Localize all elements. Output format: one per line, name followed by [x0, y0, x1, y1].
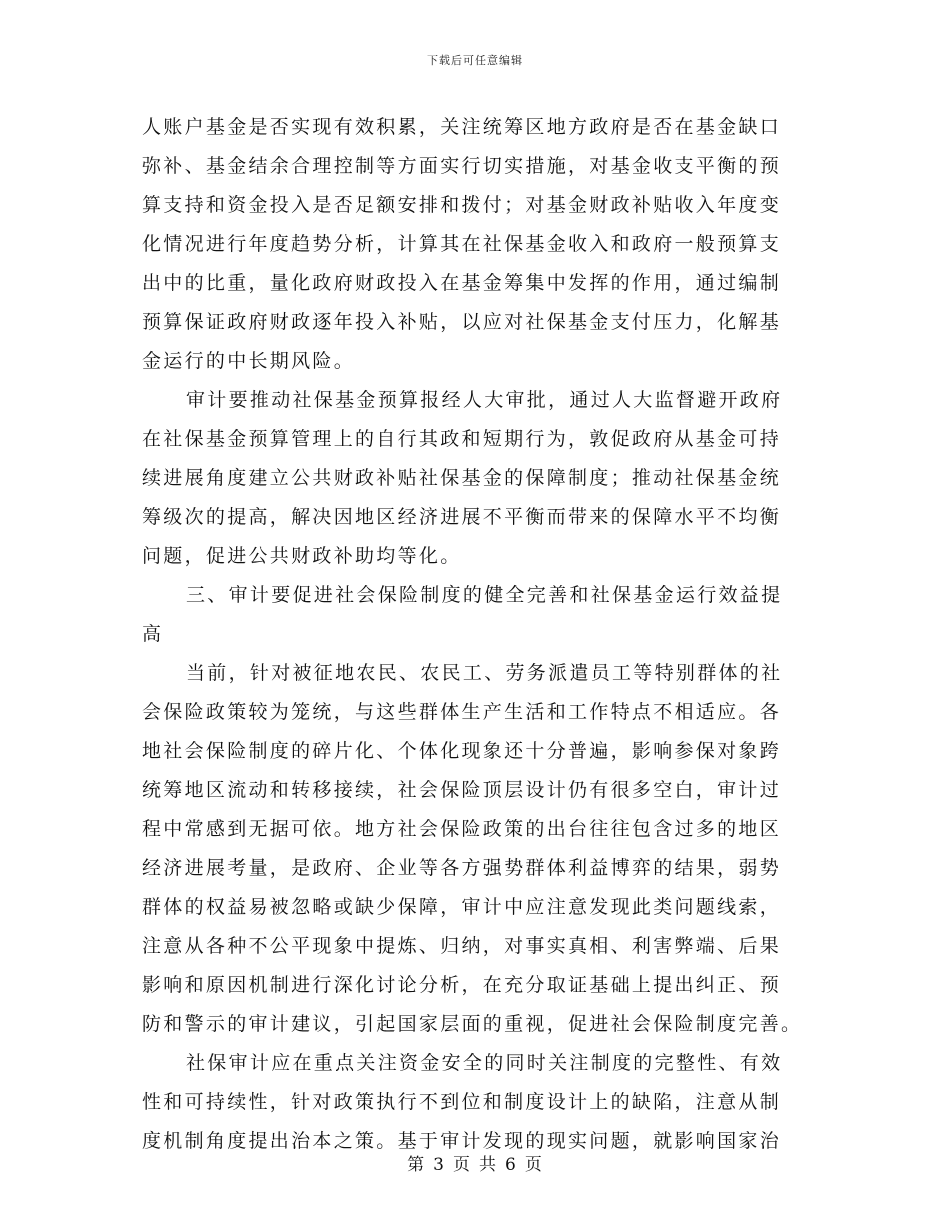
text-line: 问题，促进公共财政补助均等化。: [142, 545, 462, 567]
text-line: 筹级次的提高，解决因地区经济进展不平衡而带来的保障水平不均衡: [142, 506, 782, 528]
text-line: 性和可持续性，针对政策执行不到位和制度设计上的缺陷，注意从制: [142, 1091, 782, 1113]
text-line: 程中常感到无据可依。地方社会保险政策的出台往往包含过多的地区: [142, 818, 782, 840]
text-line: 高: [142, 623, 164, 645]
page-header: 下载后可任意编辑: [427, 54, 523, 67]
text-line: 三、审计要促进社会保险制度的健全完善和社保基金运行效益提: [186, 584, 783, 606]
footer-total-pages: 6: [505, 1155, 517, 1175]
text-line: 人账户基金是否实现有效积累，关注统筹区地方政府是否在基金缺口: [142, 116, 782, 138]
text-line: 当前，针对被征地农民、农民工、劳务派遣员工等特别群体的社: [186, 662, 783, 684]
text-line: 化情况进行年度趋势分析，计算其在社保基金收入和政府一般预算支: [142, 233, 782, 255]
text-line: 防和警示的审计建议，引起国家层面的重视，促进社会保险制度完善。: [142, 1013, 803, 1035]
footer-label-page: 第: [407, 1155, 426, 1175]
text-line: 在社保基金预算管理上的自行其政和短期行为，敦促政府从基金可持: [142, 428, 782, 450]
footer-page-number: 3: [433, 1155, 445, 1175]
text-line: 审计要推动社保基金预算报经人大审批，通过人大监督避开政府: [186, 389, 783, 411]
text-line: 出中的比重，量化政府财政投入在基金筹集中发挥的作用，通过编制: [142, 272, 782, 294]
footer-label-total: 共: [479, 1155, 497, 1175]
text-line: 地社会保险制度的碎片化、个体化现象还十分普遍，影响参保对象跨: [142, 740, 782, 762]
text-line: 社保审计应在重点关注资金安全的同时关注制度的完整性、有效: [186, 1052, 783, 1074]
footer-label-total-unit: 页: [524, 1155, 543, 1175]
text-line: 弥补、基金结余合理控制等方面实行切实措施，对基金收支平衡的预: [142, 155, 782, 177]
text-line: 续进展角度建立公共财政补贴社保基金的保障制度；推动社保基金统: [142, 467, 782, 489]
text-line: 金运行的中长期风险。: [142, 350, 356, 372]
text-line: 统筹地区流动和转移接续，社会保险顶层设计仍有很多空白，审计过: [142, 779, 782, 801]
footer-label-page-unit: 页: [453, 1155, 471, 1175]
text-line: 算支持和资金投入是否足额安排和拨付；对基金财政补贴收入年度变: [142, 194, 782, 216]
text-line: 群体的权益易被忽略或缺少保障，审计中应注意发现此类问题线索，: [142, 896, 782, 918]
text-line: 注意从各种不公平现象中提炼、归纳，对事实真相、利害弊端、后果: [142, 935, 782, 957]
text-line: 度机制角度提出治本之策。基于审计发现的现实问题，就影响国家治: [142, 1130, 782, 1152]
text-line: 会保险政策较为笼统，与这些群体生产生活和工作特点不相适应。各: [142, 701, 782, 723]
text-line: 预算保证政府财政逐年投入补贴，以应对社保基金支付压力，化解基: [142, 311, 782, 333]
text-line: 经济进展考量，是政府、企业等各方强势群体利益博弈的结果，弱势: [142, 857, 782, 879]
text-line: 影响和原因机制进行深化讨论分析，在充分取证基础上提出纠正、预: [142, 974, 782, 996]
page-footer: [0, 1150, 950, 1175]
document-body: [142, 108, 810, 1161]
